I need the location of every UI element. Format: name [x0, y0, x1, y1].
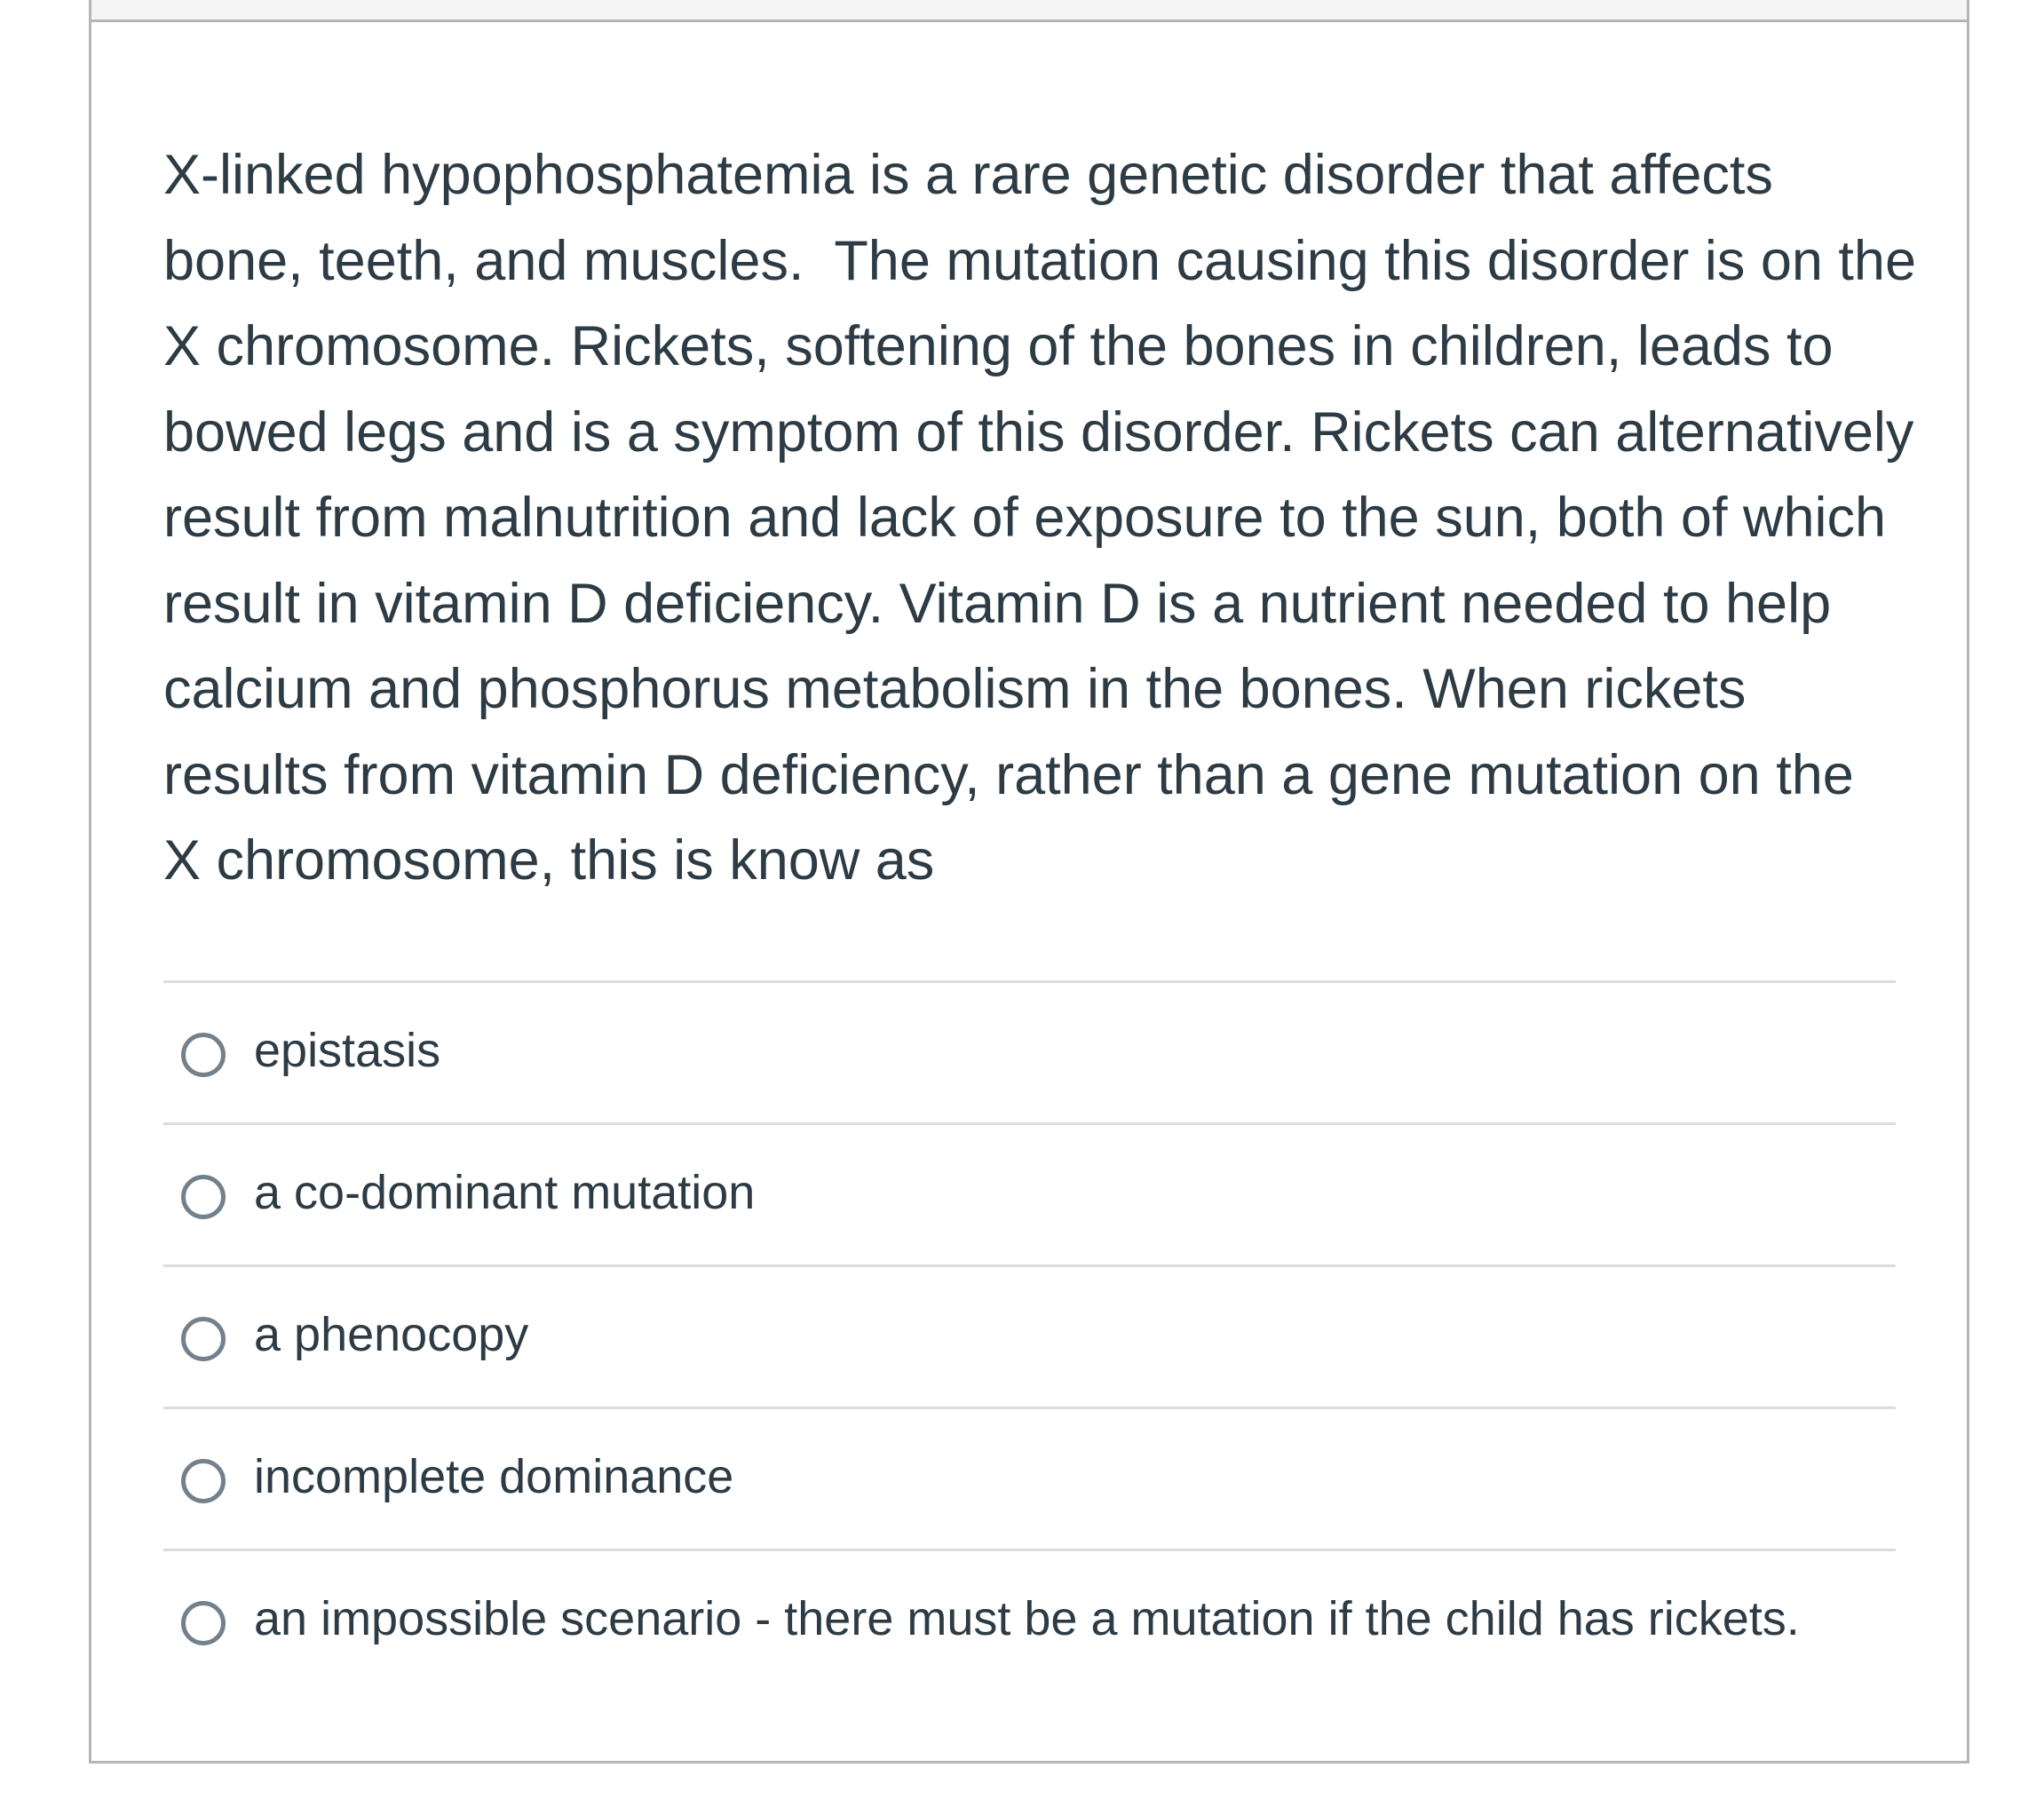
question-line: X-linked hypophosphatemia is a rare genetic disorder that affects — [163, 144, 1773, 206]
question-line: bone, teeth, and muscles. The mutation causing this disorder is on the — [163, 229, 1916, 292]
question-line: X chromosome. Rickets, softening of the bones in children, leads to — [163, 315, 1834, 377]
answer-label[interactable]: an impossible scenario - there must be a mutation if the child has rickets. — [254, 1592, 1800, 1645]
answer-list — [163, 980, 1896, 1691]
answer-label[interactable]: epistasis — [254, 1024, 441, 1077]
radio-button[interactable] — [181, 1033, 226, 1077]
question-text — [163, 132, 1921, 904]
answer-label[interactable]: incomplete dominance — [254, 1450, 734, 1503]
answer-option-incomplete-dominance[interactable] — [163, 1407, 1896, 1549]
radio-button[interactable] — [181, 1175, 226, 1219]
question-card — [89, 0, 1969, 1763]
answer-option-co-dominant-mutation[interactable] — [163, 1122, 1896, 1264]
question-line: result in vitamin D deficiency. Vitamin D is a nutrient needed to help — [163, 572, 1832, 635]
question-line: calcium and phosphorus metabolism in the bones. When rickets — [163, 658, 1747, 720]
radio-button[interactable] — [181, 1459, 226, 1503]
question-line: results from vitamin D deficiency, rather than a gene mutation on the — [163, 743, 1854, 806]
question-header — [91, 0, 1967, 22]
answer-option-phenocopy[interactable] — [163, 1264, 1896, 1407]
question-line: bowed legs and is a symptom of this disorder. Rickets can alternatively — [163, 400, 1914, 464]
question-line: result from malnutrition and lack of exposure to the sun, both of which — [163, 487, 1887, 549]
answer-label[interactable]: a co-dominant mutation — [254, 1166, 756, 1219]
question-line: X chromosome, this is know as — [163, 829, 935, 892]
radio-button[interactable] — [181, 1601, 226, 1645]
answer-label[interactable]: a phenocopy — [254, 1308, 529, 1361]
answer-option-epistasis[interactable] — [163, 980, 1896, 1122]
answer-option-impossible-scenario[interactable] — [163, 1549, 1896, 1691]
radio-button[interactable] — [181, 1317, 226, 1361]
